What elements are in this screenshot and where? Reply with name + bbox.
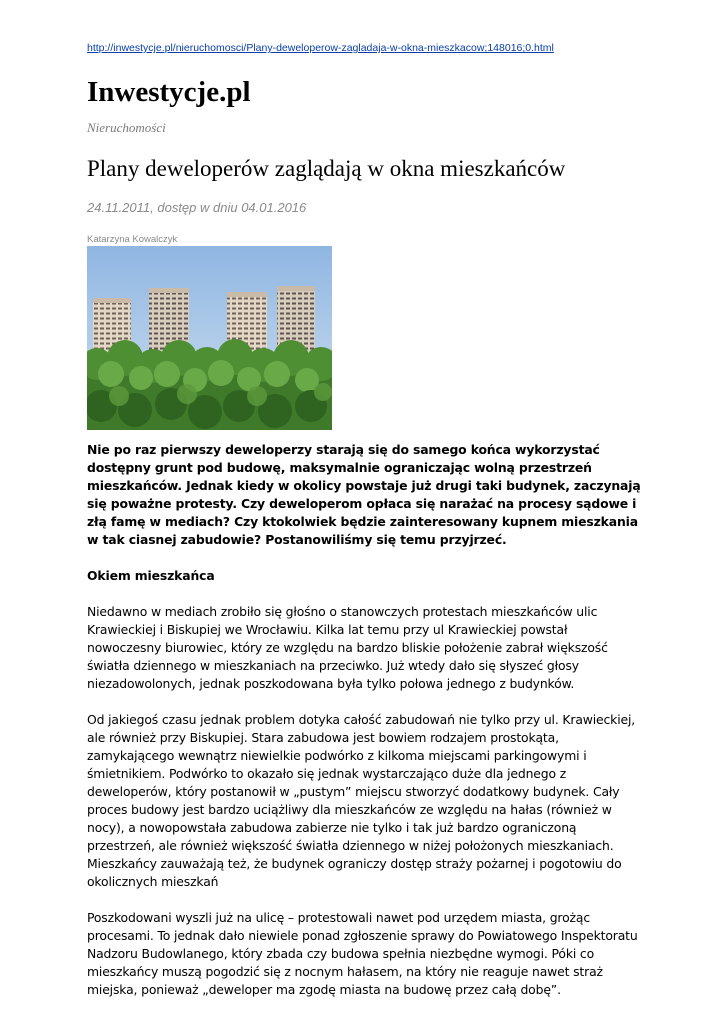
- body-paragraph: Niedawno w mediach zrobiło się głośno o stanowczych protestach mieszkańców ulic Krawieckiej i Biskupiej we Wrocławiu. Kilka lat temu przy ul Krawieckiej powstał nowoczesny biurowiec, który ze względu na bardzo bliskie położenie zabrał większość światła dziennego w mieszkaniach na przeciwko. Już wtedy dało się słyszeć głosy niezadowolonych, jednak poszkodowana była tylko połowa jednego z budynków.: [87, 604, 608, 691]
- source-url-link[interactable]: http://inwestycje.pl/nieruchomosci/Plany-deweloperow-zagladaja-w-okna-mieszkacow;148016;0.html: [87, 42, 554, 54]
- category-label: Nieruchomości: [87, 120, 166, 135]
- article-author: Katarzyna Kowalczyk: [87, 234, 178, 245]
- body-paragraph: Od jakiegoś czasu jednak problem dotyka całość zabudowań nie tylko przy ul. Krawieckiej, ale również przy Biskupiej. Stara zabudowa jest bowiem rodzajem prostokąta, zamykającego wewnątrz niewielkie podwórko z kilkoma miejscami parkingowymi i śmietnikiem. Podwórko to okazało się jednak wystarczająco duże dla jednego z deweloperów, który postanowił w „pustym” miejscu stworzyć dodatkowy budynek. Cały proces budowy jest bardzo uciążliwy dla mieszkańców ze względu na hałas (również w nocy), a nowopowstała zabudowa zabierze nie tylko i tak już bardzo ograniczoną przestrzeń, ale również większość światła dziennego w niżej położonych mieszkaniach. Mieszkańcy zauważają też, że budynek ograniczy dostęp straży pożarnej i pogotowiu do okolicznych mieszkań: [87, 712, 636, 889]
- article-lead: Nie po raz pierwszy deweloperzy starają się do samego końca wykorzystać dostępny grunt pod budowę, maksymalnie ograniczając wolną przestrzeń mieszkańców. Jednak kiedy w okolicy powstaje już drugi taki budynek, zaczynają się poważne protesty. Czy deweloperom opłaca się narażać na procesy sądowe i złą famę w mediach? Czy ktokolwiek będzie zainteresowany kupnem mieszkania w tak ciasnej zabudowie? Postanowiliśmy się temu przyjrzeć.: [87, 442, 641, 547]
- body-paragraph: Poszkodowani wyszli już na ulicę – protestowali nawet pod urzędem miasta, grożąc procesami. To jednak dało niewiele ponad zgłoszenie sprawy do Powiatowego Inspektoratu Nadzoru Budowlanego, który zbada czy budowa spełnia niezbędne wymogi. Póki co mieszkańcy muszą pogodzić się z nocnym hałasem, na który nie reaguje nawet straż miejska, ponieważ „deweloper ma zgodę miasta na budowę przez całą dobę”.: [87, 910, 638, 997]
- site-title: Inwestycje.pl: [87, 76, 251, 108]
- article-photo: [87, 246, 332, 430]
- section-subheading: Okiem mieszkańca: [87, 568, 215, 583]
- article-dateline: 24.11.2011, dostęp w dniu 04.01.2016: [87, 200, 307, 215]
- article-body: [87, 441, 643, 1017]
- article-headline: Plany deweloperów zaglądają w okna mieszkańców: [87, 156, 566, 181]
